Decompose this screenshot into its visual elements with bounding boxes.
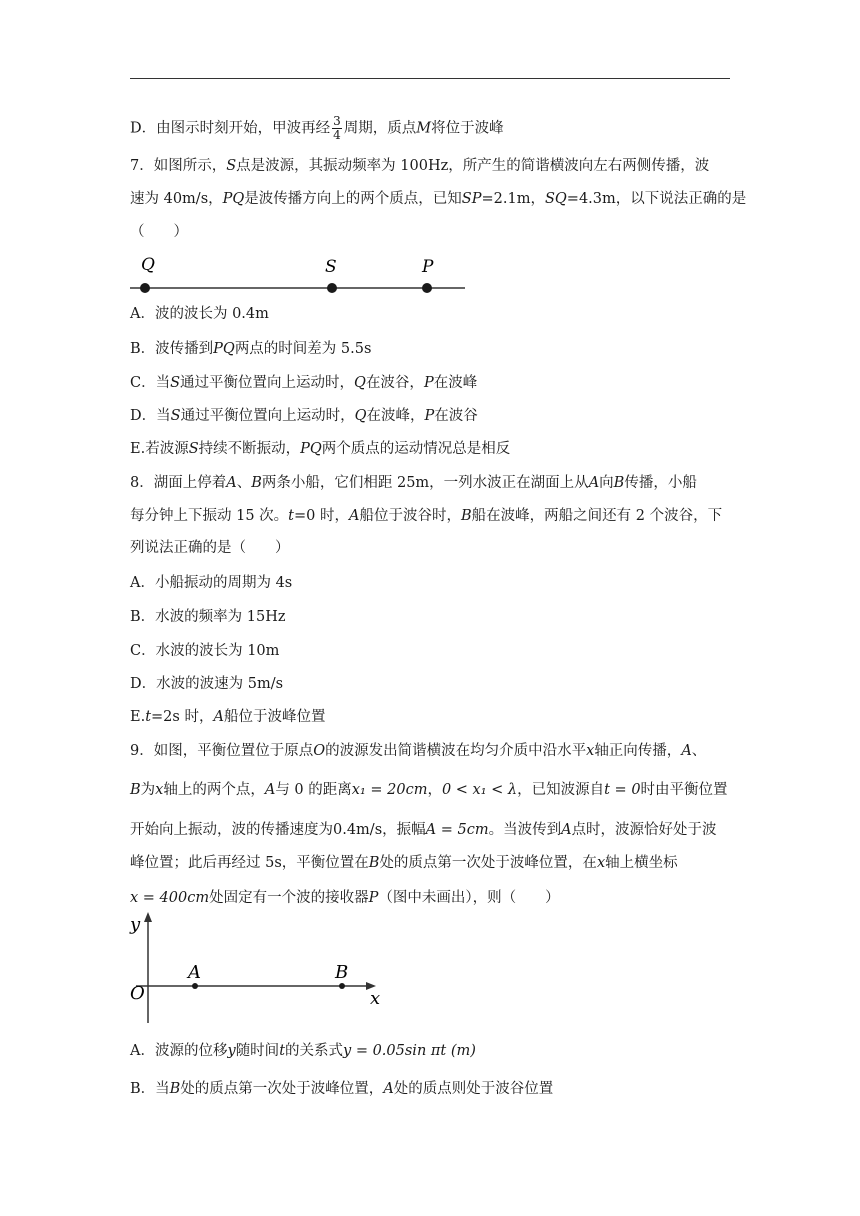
q9-label-x: x	[370, 988, 381, 1009]
q8-stem-line-3: 列说法正确的是（ ）	[130, 540, 290, 556]
q9-stem-line-2: B为x轴上的两个点，A与 0 的距离x₁ = 20cm，0 < x₁ < λ，已知波源自t = 0时由平衡位置	[130, 782, 728, 798]
fraction-three-quarters: $\frac{3}{4}$	[333, 114, 341, 142]
q7-stem-line-3: （ ）	[130, 224, 188, 240]
q9-figure	[128, 908, 398, 1030]
header-rule	[130, 78, 730, 79]
q9-label-y: y	[130, 914, 141, 935]
q7-label-q: Q	[141, 255, 155, 275]
q9-y-arrow	[144, 912, 152, 922]
q9-option-b: B．当B处的质点第一次处于波峰位置，A处的质点则处于波谷位置	[130, 1081, 554, 1097]
q7-option-e: E.若波源S持续不断振动，PQ两个质点的运动情况总是相反	[130, 441, 511, 457]
q8-stem-line-1: 8．湖面上停着A、B两条小船，它们相距 25m，一列水波正在湖面上从A向B传播，小船	[130, 475, 697, 491]
q9-stem-line-3: 开始向上振动，波的传播速度为0.4m/s，振幅A = 5cm。当波传到A点时，波源恰好处于波	[130, 822, 717, 838]
q9-label-b: B	[335, 962, 349, 983]
q6-option-d: D．由图示时刻开始，甲波再经 $\frac{3}{4}$ 周期，质点M将位于波峰	[130, 114, 504, 142]
formula: A = 5cm	[425, 822, 489, 838]
q7-option-d: D．当S通过平衡位置向上运动时，Q在波峰，P在波谷	[130, 408, 478, 424]
q7-option-b: B．波传播到PQ两点的时间差为 5.5s	[130, 341, 372, 357]
q7-point-q	[140, 283, 150, 293]
formula: y = 0.05sin πt (m)	[343, 1043, 476, 1059]
q8-option-d: D．水波的波速为 5m/s	[130, 676, 284, 692]
q7-stem-line-1: 7．如图所示，S点是波源，其振动频率为 100Hz，所产生的简谐横波向左右两侧传播，波	[130, 158, 710, 174]
q7-label-p: P	[422, 257, 434, 277]
formula: t = 0	[604, 782, 641, 798]
formula: x₁ = 20cm	[351, 782, 428, 798]
q7-point-p	[422, 283, 432, 293]
q9-point-b	[339, 983, 345, 989]
q9-point-a	[192, 983, 198, 989]
q9-option-a: A．波源的位移y随时间t的关系式y = 0.05sin πt (m)	[130, 1043, 476, 1059]
formula: 0.4m/s	[333, 822, 383, 838]
q7-figure	[130, 250, 475, 300]
q8-stem-line-2: 每分钟上下振动 15 次。t=0 时，A船位于波谷时，B船在波峰，两船之间还有 2 个波谷，下	[130, 508, 723, 524]
q7-option-c: C．当S通过平衡位置向上运动时，Q在波谷，P在波峰	[130, 375, 478, 391]
q9-stem-line-5: x = 400cm处固定有一个波的接收器P（图中未画出），则（ ）	[130, 890, 560, 906]
q9-label-o: O	[130, 983, 145, 1004]
q8-option-e: E.t=2s 时，A船位于波峰位置	[130, 709, 326, 725]
q7-label-s: S	[325, 257, 337, 277]
q7-point-s	[327, 283, 337, 293]
q8-option-c: C．水波的波长为 10m	[130, 643, 280, 659]
q8-option-a: A．小船振动的周期为 4s	[130, 575, 293, 591]
q9-stem-line-4: 峰位置；此后再经过 5s，平衡位置在B处的质点第一次处于波峰位置，在x轴上横坐标	[130, 855, 678, 871]
q8-option-b: B．水波的频率为 15Hz	[130, 609, 286, 625]
q7-stem-line-2: 速为 40m/s，PQ是波传播方向上的两个质点，已知SP=2.1m，SQ=4.3m，以下说法正确的是	[130, 191, 747, 207]
formula: x = 400cm	[130, 890, 210, 906]
formula: 0 < x₁ < λ	[441, 782, 518, 798]
q9-label-a: A	[188, 962, 201, 983]
q9-stem-line-1: 9．如图，平衡位置位于原点O的波源发出简谐横波在均匀介质中沿水平x轴正向传播，A、	[130, 743, 707, 759]
q7-option-a: A．波的波长为 0.4m	[130, 306, 269, 322]
